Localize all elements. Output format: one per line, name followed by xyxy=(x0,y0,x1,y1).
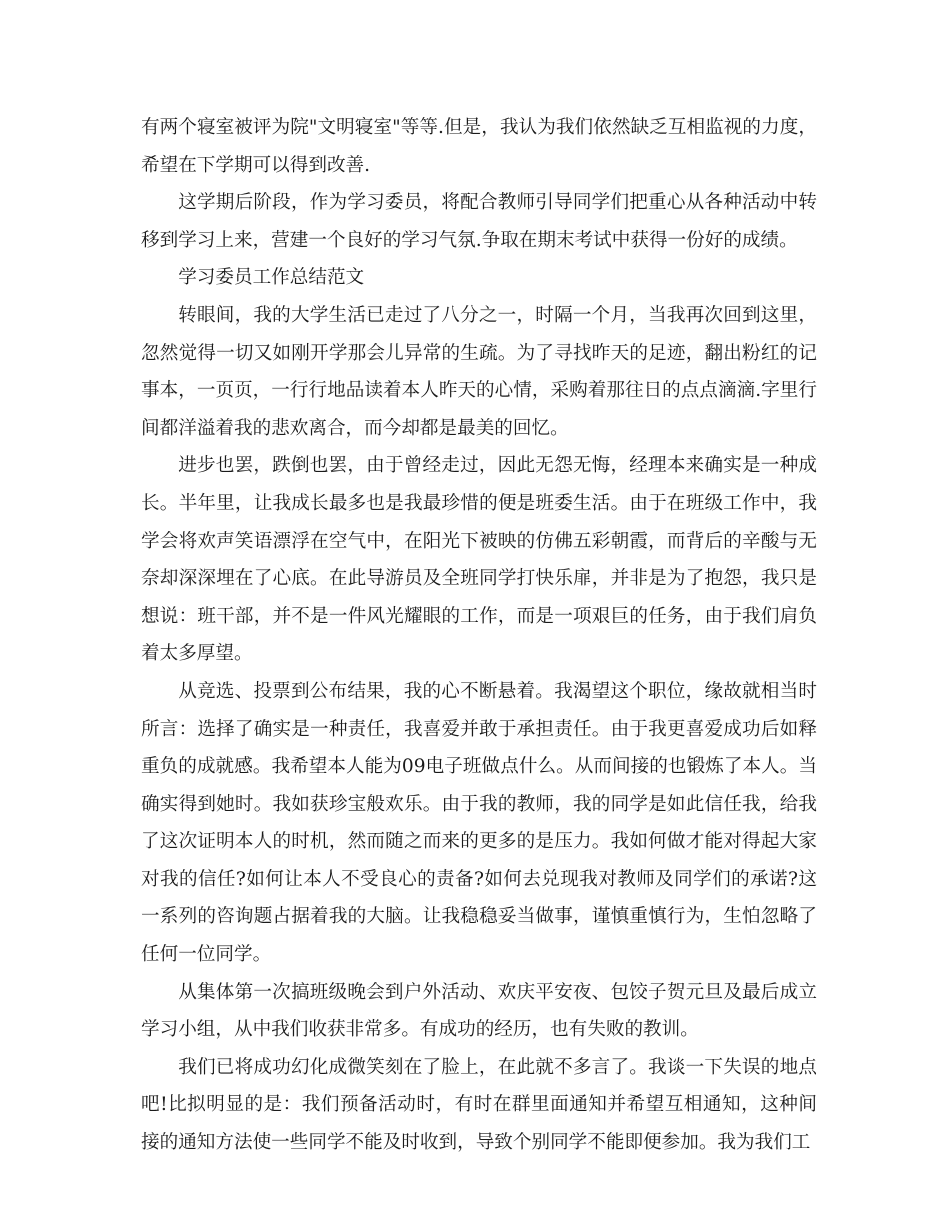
paragraph-7: 我们已将成功幻化成微笑刻在了脸上，在此就不多言了。我谈一下失误的地点吧!比拟明显的是：我们预备活动时，有时在群里面通知并希望互相通知，这种间接的通知方法使一些同学不能及时收到，导致个别同学不能即便参加。我为我们工 xyxy=(141,1056,817,1154)
paragraph-6: 从集体第一次搞班级晚会到户外活动、欢庆平安夜、包饺子贺元旦及最后成立学习小组，从中我们收获非常多。有成功的经历，也有失败的教训。 xyxy=(141,981,817,1041)
paragraph-1: 有两个寝室被评为院"文明寝室"等等.但是，我认为我们依然缺乏互相监视的力度，希望在下学期可以得到改善. xyxy=(141,117,817,176)
paragraph-5: 从竞选、投票到公布结果，我的心不断悬着。我渴望这个职位，缘故就相当时所言：选择了确实是一种责任，我喜爱并敢于承担责任。由于我更喜爱成功后如释重负的成就感。我希望本人能为09电子班做点什么。从而间接的也锻炼了本人。当确实得到她时。我如获珍宝般欢乐。由于我的教师，我的同学是如此信任我，给我了这次证明本人的时机，然而随之而来的更多的是压力。我如何做才能对得起大家对我的信任?如何让本人不受良心的责备?如何去兑现我对教师及同学们的承诺?这一系列的咨询题占据着我的大脑。让我稳稳妥当做事，谨慎重慎行为，生怕忽略了任何一位同学。 xyxy=(141,680,817,966)
section-heading: 学习委员工作总结范文 xyxy=(178,267,365,289)
paragraph-3: 转眼间，我的大学生活已走过了八分之一，时隔一个月，当我再次回到这里，忽然觉得一切又如刚开学那会儿异常的生疏。为了寻找昨天的足迹，翻出粉红的记事本，一页页，一行行地品读着本人昨天的心情，采购着那往日的点点滴滴.字里行间都洋溢着我的悲欢离合，而今却都是最美的回忆。 xyxy=(141,304,817,439)
paragraph-4: 进步也罢，跌倒也罢，由于曾经走过，因此无怨无悔，经理本来确实是一种成长。半年里，让我成长最多也是我最珍惜的便是班委生活。由于在班级工作中，我学会将欢声笑语漂浮在空气中，在阳光下被映的仿佛五彩朝霞，而背后的辛酸与无奈却深深埋在了心底。在此导游员及全班同学打快乐扉，并非是为了抱怨，我只是想说：班干部，并不是一件风光耀眼的工作，而是一项艰巨的任务，由于我们肩负着太多厚望。 xyxy=(141,455,817,665)
paragraph-2: 这学期后阶段，作为学习委员，将配合教师引导同学们把重心从各种活动中转移到学习上来，营建一个良好的学习气氛.争取在期末考试中获得一份好的成绩。 xyxy=(141,192,817,251)
document-body xyxy=(141,109,817,1162)
